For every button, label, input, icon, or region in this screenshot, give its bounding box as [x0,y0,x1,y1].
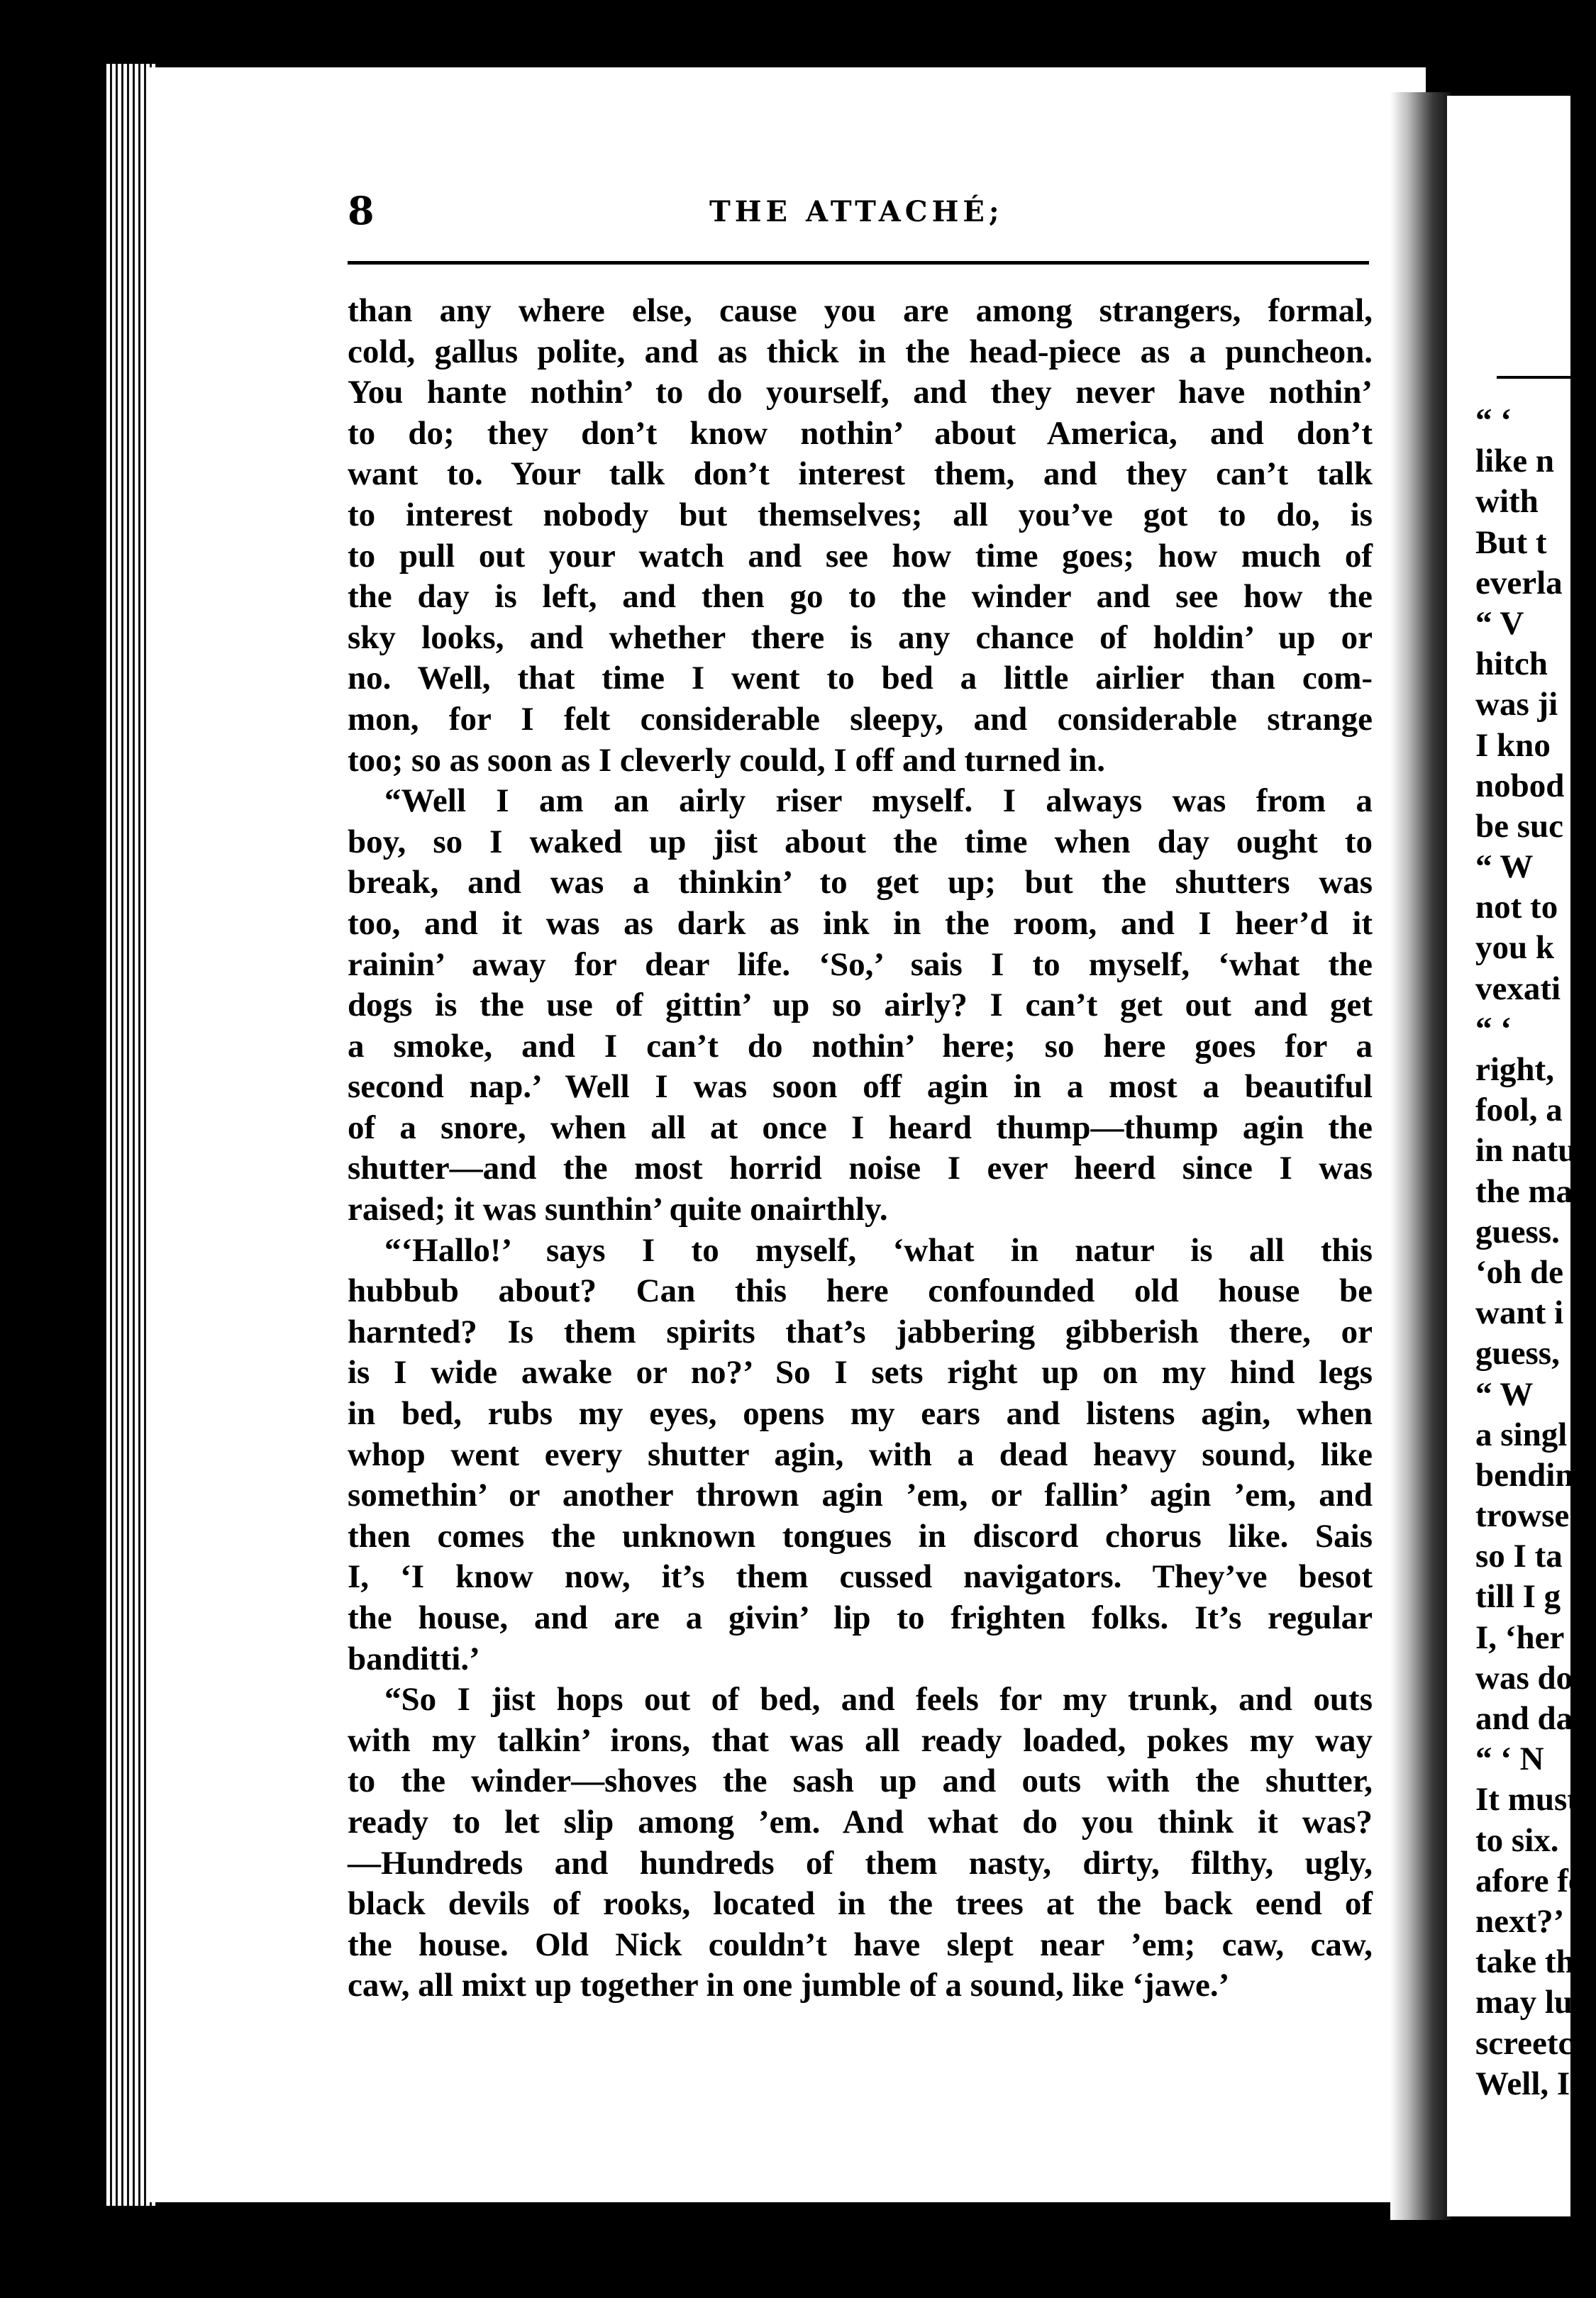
text-line: —Hundreds and hundreds of them nasty, dirty, filthy, ugly, [348,1844,1373,1882]
text-line: dogs is the use of gittin’ up so airly? I can’t get out and get [348,987,1373,1024]
text-line: too, and it was as dark as ink in the room, and I heer’d it [348,904,1373,942]
text-line: is I wide awake or no?’ So I sets right up on my hind legs [348,1354,1373,1392]
text-line: cold, gallus polite, and as thick in the head-piece as a puncheon. [348,333,1373,370]
text-line: somethin’ or another thrown agin ’em, or fallin’ agin ’em, and [348,1477,1373,1514]
text-line: raised; it was sunthin’ quite onairthly. [348,1191,888,1228]
text-line: whop went every shutter agin, with a dead heavy sound, like [348,1436,1373,1473]
text-line: rainin’ away for dear life. ‘So,’ sais I to myself, ‘what the [348,945,1373,983]
text-line: shutter—and the most horrid noise I ever heerd since I was [348,1150,1373,1187]
page-header [0,188,1570,245]
facing-page-line: I kno [1475,726,1551,764]
facing-page-line: was do [1475,1659,1573,1697]
facing-page-line: “ W [1475,1375,1534,1413]
facing-page-line: was ji [1475,686,1558,723]
text-line: “So I jist hops out of bed, and feels for my trunk, and outs [384,1681,1373,1719]
text-line: of a snore, when all at once I heard thump—thump agin the [348,1109,1373,1146]
text-line: in bed, rubs my eyes, opens my ears and listens agin, when [348,1395,1373,1433]
facing-page-line: I, ‘her [1475,1619,1565,1656]
facing-page-line: afore fe [1475,1862,1583,1899]
text-line: black devils of rooks, located in the trees at the back eend of [348,1885,1373,1923]
facing-page-line: till I g [1475,1578,1561,1616]
facing-page-line: in natu [1475,1132,1577,1170]
facing-page [1447,96,1588,2216]
text-line: harnted? Is them spirits that’s jabbering gibberish there, or [348,1313,1373,1350]
facing-page-line: It must [1475,1781,1578,1819]
facing-page-line: everla [1475,564,1563,601]
text-line: the day is left, and then go to the winder and see how the [348,578,1373,616]
facing-page-line: “ ‘ [1475,402,1512,439]
facing-page-line: hitch [1475,645,1548,683]
text-line: than any where else, cause you are among strangers, formal, [348,292,1373,329]
text-line: boy, so I waked up jist about the time when day ought to [348,823,1373,860]
facing-page-line: may lu [1475,1984,1573,2021]
facing-page-line: bendin [1475,1456,1574,1494]
body-text [348,291,1373,2006]
facing-page-line: want i [1475,1294,1564,1332]
facing-page-line: so I ta [1475,1538,1563,1575]
facing-page-line: not to [1475,889,1558,926]
facing-page-rule [1497,376,1570,379]
running-head: THE ATTACHÉ; [709,195,1004,228]
facing-page-line: you k [1475,929,1555,967]
text-line: “Well I am an airly riser myself. I always was from a [384,782,1373,820]
facing-page-line: a singl [1475,1416,1568,1453]
facing-page-line: with [1475,483,1539,521]
facing-page-line: nobod [1475,767,1565,804]
facing-page-line: the ma [1475,1172,1573,1210]
facing-page-line: take th [1475,1943,1575,1981]
text-line: ready to let slip among ’em. And what do you think it was? [348,1803,1373,1841]
text-line: too; so as soon as I cleverly could, I off and turned in. [348,741,1106,779]
text-line: break, and was a thinkin’ to get up; but the shutters was [348,864,1373,901]
facing-page-line: guess. [1475,1213,1560,1250]
facing-page-line: Well, I [1475,2065,1570,2102]
facing-page-line: fool, a [1475,1092,1563,1129]
facing-page-line: “ ‘ [1475,1010,1512,1048]
text-line: a smoke, and I can’t do nothin’ here; so here goes for a [348,1027,1373,1065]
gutter-shadow [1390,92,1451,2220]
facing-page-line: “ ‘ N [1475,1741,1544,1778]
text-line: I, ‘I know now, it’s them cussed navigators. They’ve besot [348,1558,1373,1596]
text-line: no. Well, that time I went to bed a little airlier than com- [348,660,1373,697]
facing-page-line: screetc [1475,2024,1573,2062]
facing-page-line: to six. [1475,1821,1559,1859]
text-line: to pull out your watch and see how time goes; how much of [348,537,1373,574]
text-line: the house, and are a givin’ lip to frighten folks. It’s regular [348,1599,1373,1636]
text-line: “‘Hallo!’ says I to myself, ‘what in natur is all this [384,1231,1373,1269]
text-line: You hante nothin’ to do yourself, and they never have nothin’ [348,374,1373,411]
facing-page-line: like n [1475,443,1555,480]
text-line: second nap.’ Well I was soon off agin in a most a beautiful [348,1068,1373,1106]
facing-page-line: “ V [1475,604,1524,642]
text-line: the house. Old Nick couldn’t have slept near ’em; caw, caw, [348,1926,1373,1963]
facing-page-line: trowse [1475,1497,1570,1535]
header-rule [348,261,1369,265]
facing-page-line: ‘oh de [1475,1253,1564,1291]
text-line: mon, for I felt considerable sleepy, and considerable strange [348,700,1373,738]
facing-page-line: vexati [1475,970,1561,1007]
text-line: caw, all mixt up together in one jumble of a sound, like ‘jawe.’ [348,1967,1230,2004]
text-line: want to. Your talk don’t interest them, and they can’t talk [348,455,1373,493]
facing-page-line: guess, [1475,1335,1560,1372]
text-line: with my talkin’ irons, that was all ready loaded, pokes my way [348,1721,1373,1759]
text-line: banditti.’ [348,1640,480,1677]
text-line: sky looks, and whether there is any chance of holdin’ up or [348,618,1373,656]
facing-page-line: next?’ [1475,1902,1565,1940]
facing-page-text [1475,401,1596,2104]
text-line: hubbub about? Can this here confounded old house be [348,1272,1373,1310]
text-line: to do; they don’t know nothin’ about America, and don’t [348,414,1373,452]
facing-page-line: and dar [1475,1700,1588,1737]
facing-page-line: be suc [1475,807,1564,845]
facing-page-line: right, [1475,1051,1554,1088]
facing-page-line: But t [1475,523,1547,561]
page-number: 8 [348,188,375,233]
text-line: to the winder—shoves the sash up and outs with the shutter, [348,1763,1373,1800]
text-line: to interest nobody but themselves; all you’ve got to do, is [348,496,1373,533]
facing-page-line: “ W [1475,848,1534,886]
text-line: then comes the unknown tongues in discord chorus like. Sais [348,1517,1373,1555]
